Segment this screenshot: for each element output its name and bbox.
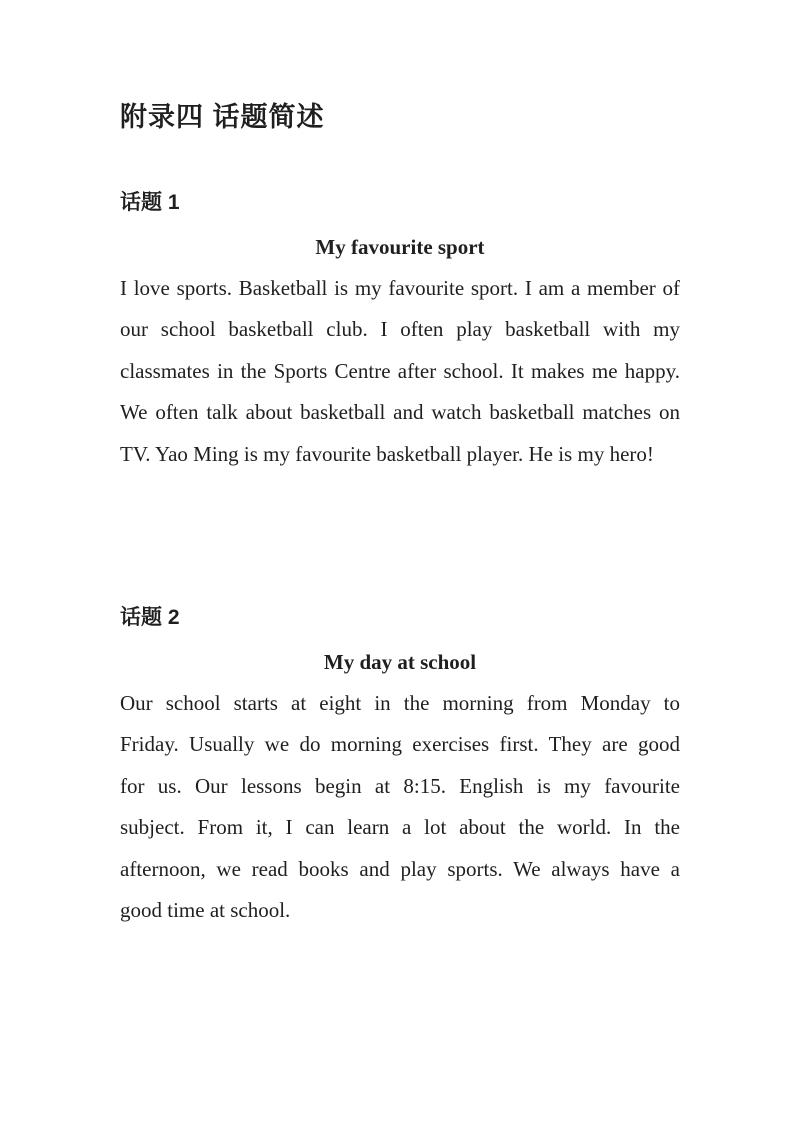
topic-1-heading: My favourite sport xyxy=(315,235,485,259)
topic-2-paragraph xyxy=(120,683,680,931)
paragraph-line: We often talk about basketball and watch basketball matches on xyxy=(120,400,680,425)
paragraph-line: classmates in the Sports Centre after school. It makes me happy. xyxy=(120,358,680,383)
topic-1-paragraph xyxy=(120,268,680,475)
paragraph-line: I love sports. Basketball is my favourite sport. I am a member of xyxy=(120,276,680,300)
paragraph-line: TV. Yao Ming is my favourite basketball player. He is my hero! xyxy=(120,441,654,466)
paragraph-line: Friday. Usually we do morning exercises first. They are good xyxy=(120,732,680,757)
paragraph-line: subject. From it, I can learn a lot about the world. In the xyxy=(120,815,680,840)
topic-2-heading: My day at school xyxy=(323,650,477,675)
topic-2-label: 话题 2 xyxy=(120,606,180,630)
document-title: 附录四 话题简述 xyxy=(120,102,325,132)
paragraph-line: afternoon, we read books and play sports. We always have a xyxy=(120,856,680,881)
topic-1-label: 话题 1 xyxy=(120,191,180,214)
paragraph-line: good time at school. xyxy=(120,898,291,923)
paragraph-line: for us. Our lessons begin at 8:15. English is my favourite xyxy=(120,773,680,798)
paragraph-line: Our school starts at eight in the morning from Monday to xyxy=(120,691,680,716)
paragraph-line: our school basketball club. I often play basketball with my xyxy=(120,317,680,342)
